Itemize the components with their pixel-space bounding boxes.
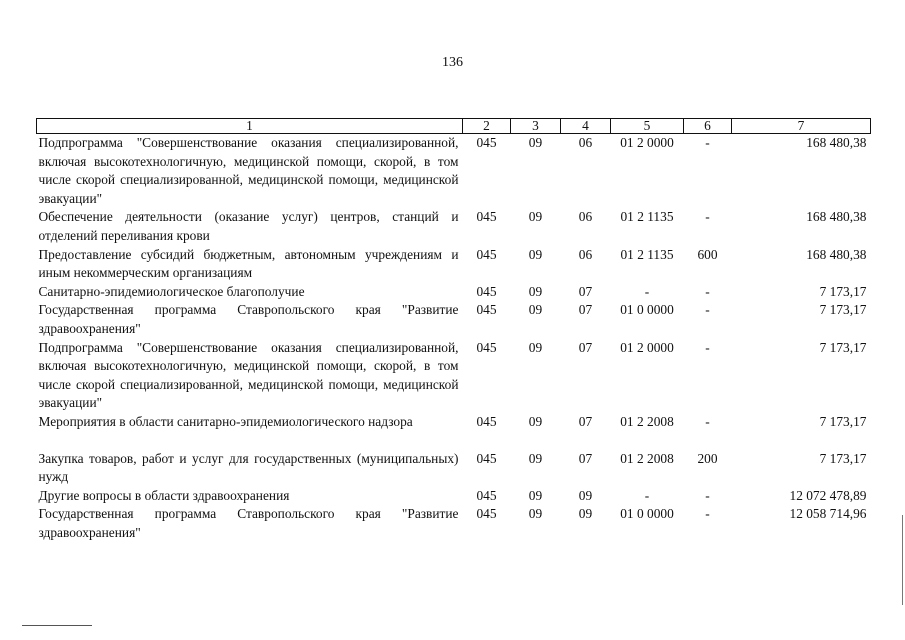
row-target-code: 01 2 0000 (620, 339, 674, 355)
header-col-7: 7 (732, 119, 871, 134)
row-expense-type: - (705, 302, 710, 318)
row-amount: 7 173,17 (819, 450, 867, 466)
row-amount: 168 480,38 (806, 135, 867, 150)
row-section-code: 09 (528, 246, 543, 262)
row-amount: 168 480,38 (806, 246, 867, 262)
row-expense-type: - (705, 135, 710, 150)
row-amount: 168 480,38 (806, 209, 867, 225)
row-target-code: 01 0 0000 (620, 302, 674, 318)
row-target-code: 01 0 0000 (620, 506, 674, 522)
row-name: Предоставление субсидий бюджетным, автономным учреждениям и иным некоммерческим организациям (38, 246, 459, 281)
budget-table (36, 118, 871, 542)
row-ministry-code: 045 (476, 246, 497, 262)
row-subsection-code: 06 (578, 209, 593, 225)
row-target-code: - (644, 283, 650, 299)
row-section-code: 09 (528, 339, 543, 355)
header-col-6: 6 (684, 119, 732, 134)
row-name: Подпрограмма "Совершенствование оказания специализированной, включая высокотехнологичную, медицинской помощи, скорой, в том числе скорой специализированной, медицинской помощи, медицинской эвакуации" (38, 339, 459, 411)
header-col-3: 3 (511, 119, 561, 134)
row-subsection-code: 07 (578, 302, 593, 318)
row-section-code: 09 (528, 302, 543, 318)
table-row (37, 432, 871, 487)
row-section-code: 09 (528, 506, 543, 522)
row-ministry-code: 045 (476, 450, 497, 466)
row-amount: 12 058 714,96 (789, 506, 867, 522)
row-amount: 12 072 478,89 (789, 487, 867, 503)
table-row (37, 283, 871, 302)
row-expense-type: - (705, 209, 710, 225)
table-row (37, 301, 871, 338)
row-expense-type: - (705, 339, 710, 355)
row-ministry-code: 045 (476, 339, 497, 355)
row-section-code: 09 (528, 450, 543, 466)
row-subsection-code: 06 (578, 246, 593, 262)
row-expense-type: - (705, 283, 710, 299)
row-name: Санитарно-эпидемиологическое благополучие (38, 283, 305, 299)
row-subsection-code: 07 (578, 283, 593, 299)
row-amount: 7 173,17 (819, 283, 867, 299)
table-row (37, 339, 871, 413)
table-row (37, 487, 871, 506)
row-subsection-code: 09 (578, 506, 593, 522)
row-subsection-code: 07 (578, 413, 593, 429)
row-target-code: 01 2 1135 (620, 246, 674, 262)
row-ministry-code: 045 (476, 302, 497, 318)
row-target-code: 01 2 1135 (620, 209, 674, 225)
table-header-row (37, 119, 871, 134)
header-col-5: 5 (611, 119, 684, 134)
row-name: Мероприятия в области санитарно-эпидемиологического надзора (38, 413, 413, 429)
row-section-code: 09 (528, 283, 543, 299)
row-ministry-code: 045 (476, 283, 497, 299)
row-target-code: - (644, 487, 650, 503)
row-name: Другие вопросы в области здравоохранения (38, 487, 290, 503)
row-ministry-code: 045 (476, 487, 497, 503)
row-name: Государственная программа Ставропольского края "Развитие здравоохранения" (38, 506, 459, 540)
header-col-1: 1 (37, 119, 463, 134)
row-ministry-code: 045 (476, 209, 497, 225)
row-name: Обеспечение деятельности (оказание услуг) центров, станций и отделений переливания крови (38, 209, 459, 243)
scan-artifact-edge (902, 515, 903, 605)
row-section-code: 09 (528, 413, 543, 429)
table-row (37, 208, 871, 245)
row-section-code: 09 (528, 487, 543, 503)
row-expense-type: - (705, 487, 710, 503)
row-target-code: 01 2 0000 (620, 135, 674, 150)
row-expense-type: 200 (697, 450, 718, 466)
row-amount: 7 173,17 (819, 413, 867, 429)
row-ministry-code: 045 (476, 413, 497, 429)
row-ministry-code: 045 (476, 506, 497, 522)
row-name: Подпрограмма "Совершенствование оказания специализированной, включая высокотехнологичную, медицинской помощи, скорой, в том числе скорой специализированной, медицинской помощи, медицинской эвакуации" (38, 135, 459, 206)
row-name: Закупка товаров, работ и услуг для государственных (муниципальных) нужд (38, 450, 459, 485)
row-section-code: 09 (528, 209, 543, 225)
table-row (37, 246, 871, 283)
row-subsection-code: 07 (578, 450, 593, 466)
scan-artifact-line (22, 625, 92, 626)
header-col-2: 2 (463, 119, 511, 134)
row-subsection-code: 09 (578, 487, 593, 503)
table-row (37, 413, 871, 432)
row-expense-type: 600 (697, 246, 718, 262)
row-subsection-code: 06 (578, 135, 593, 150)
row-ministry-code: 045 (476, 135, 497, 150)
table-row (37, 505, 871, 542)
row-target-code: 01 2 2008 (620, 450, 674, 466)
row-section-code: 09 (528, 135, 543, 150)
page-number: 136 (442, 55, 463, 70)
row-name: Государственная программа Ставропольского края "Развитие здравоохранения" (38, 302, 459, 336)
row-expense-type: - (705, 506, 710, 522)
row-target-code: 01 2 2008 (620, 413, 674, 429)
row-expense-type: - (705, 413, 710, 429)
table-row (37, 134, 871, 209)
row-amount: 7 173,17 (819, 302, 867, 318)
row-subsection-code: 07 (578, 339, 593, 355)
header-col-4: 4 (561, 119, 611, 134)
row-amount: 7 173,17 (819, 339, 867, 355)
